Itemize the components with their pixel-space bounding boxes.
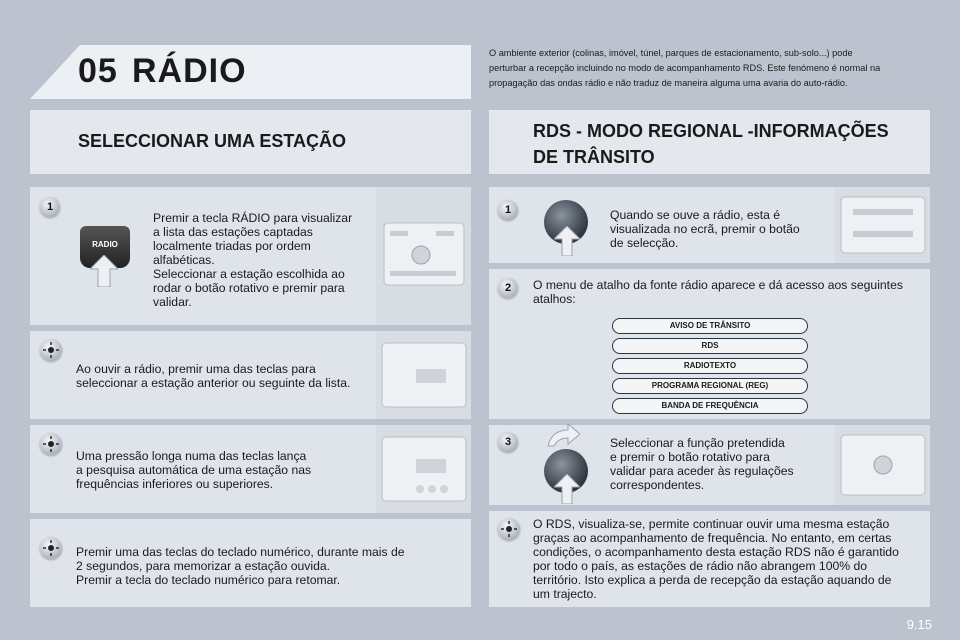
radio-unit-illustration (376, 187, 471, 325)
radio-unit-illustration (376, 331, 471, 419)
menu-item-radiotext[interactable]: RADIOTEXTO (612, 358, 808, 374)
right-step3-text: Seleccionar a função pretendida e premir o botão rotativo para validar para aceder às regulações correspondentes. (610, 436, 794, 492)
tip-sun-icon (40, 537, 62, 559)
step-badge: 2 (498, 278, 518, 298)
step-badge: 1 (498, 200, 518, 220)
right-step2-text: O menu de atalho da fonte rádio aparece e dá acesso aos seguintes atalhos: (533, 278, 903, 306)
menu-item-regional-program[interactable]: PROGRAMA REGIONAL (REG) (612, 378, 808, 394)
menu-item-rds[interactable]: RDS (612, 338, 808, 354)
press-arrow-icon (90, 255, 118, 287)
radio-unit-illustration (376, 425, 471, 513)
tip-sun-icon (40, 433, 62, 455)
intro-note: O ambiente exterior (colinas, imóvel, túnel, parques de estacionamento, sub-solo...) pode perturbar a recepção incluindo no modo de acompanhamento RDS. Este fenómeno é normal na propagação das ondas rádio e não traduz de maneira alguma uma avaria do auto-rádio. (489, 48, 881, 88)
right-tip-text: O RDS, visualiza-se, permite continuar ouvir uma mesma estação graças ao acompanhamento de frequência. No entanto, em certas condições, o acompanhamento desta estação RDS não é garantido por todo o país, as estações de rádio não abrangem 100% do território. Isto explica a perda de recepção da estação aquando de um trajecto. (533, 517, 899, 601)
step-badge: 3 (498, 432, 518, 452)
menu-item-frequency-band[interactable]: BANDA DE FREQUÊNCIA (612, 398, 808, 414)
page-number: 9.15 (906, 617, 932, 632)
left-tip1-text: Ao ouvir a rádio, premir uma das teclas para seleccionar a estação anterior ou seguinte da lista. (76, 362, 351, 390)
tip-sun-icon (40, 339, 62, 361)
left-section-title: SELECCIONAR UMA ESTAÇÃO (78, 131, 347, 151)
press-arrow-icon (554, 474, 580, 504)
menu-item-traffic-info[interactable]: AVISO DE TRÂNSITO (612, 318, 808, 334)
chapter-number: 05 (78, 52, 118, 90)
rotate-arrow-icon (546, 424, 580, 448)
left-step1-text: Premir a tecla RÁDIO para visualizar a lista das estações captadas localmente triadas por ordem alfabéticas. Seleccionar a estação escolhida ao rodar o botão rotativo e premir para validar. (153, 211, 353, 309)
left-tip3-text: Premir uma das teclas do teclado numérico, durante mais de 2 segundos, para memorizar a estação ouvida. Premir a tecla do teclado numérico para retomar. (76, 545, 405, 587)
chapter-title: RÁDIO (132, 52, 247, 90)
left-tip2-text: Uma pressão longa numa das teclas lança a pesquisa automática de uma estação nas frequências inferiores ou superiores. (76, 449, 312, 491)
radio-unit-illustration (835, 187, 930, 263)
right-step1-text: Quando se ouve a rádio, esta é visualizada no ecrã, premir o botão de selecção. (610, 208, 800, 250)
tip-sun-icon (498, 518, 520, 540)
press-arrow-icon (554, 226, 580, 256)
step-badge: 1 (40, 197, 60, 217)
header-corner-fold (30, 45, 80, 99)
radio-key-label: RADIO (92, 240, 118, 249)
radio-unit-illustration (835, 425, 930, 505)
right-section-title: RDS - MODO REGIONAL -INFORMAÇÕES DE TRÂNSITO (533, 121, 889, 167)
